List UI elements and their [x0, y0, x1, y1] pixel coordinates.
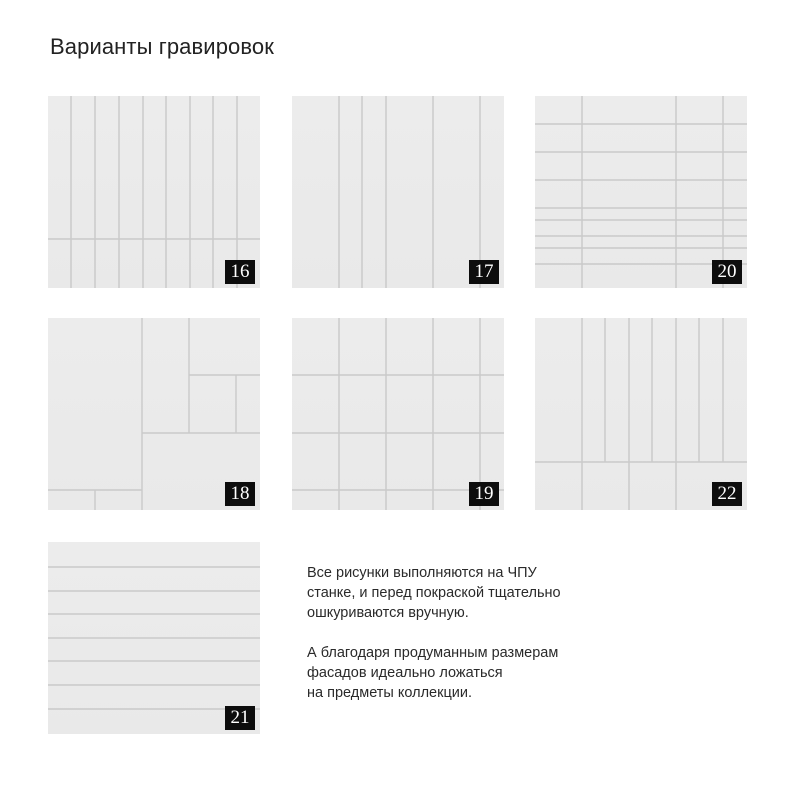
variant-number-badge: 16: [225, 260, 255, 284]
engraving-variant-20[interactable]: [535, 96, 747, 288]
engraving-variant-16[interactable]: [48, 96, 260, 288]
variant-number-badge: 19: [469, 482, 499, 506]
description-paragraph-sizes: А благодаря продуманным размерам фасадов идеально ложаться на предметы коллекции.: [307, 645, 559, 701]
description-text: [307, 563, 637, 723]
variant-number-badge: 22: [712, 482, 742, 506]
engraving-variant-22[interactable]: [535, 318, 747, 510]
engraving-variant-21[interactable]: [48, 542, 260, 734]
variant-number-badge: 20: [712, 260, 742, 284]
description-paragraph-cnc: Все рисунки выполняются на ЧПУ станке, и перед покраской тщательно ошкуриваются вручную.: [307, 565, 561, 621]
variant-number-badge: 18: [225, 482, 255, 506]
variant-number-badge: 17: [469, 260, 499, 284]
engraving-variant-18[interactable]: [48, 318, 260, 510]
page-title: Варианты гравировок: [50, 34, 274, 59]
variant-number-badge: 21: [225, 706, 255, 730]
engraving-variant-17[interactable]: [292, 96, 504, 288]
engraving-variant-19[interactable]: [292, 318, 504, 510]
